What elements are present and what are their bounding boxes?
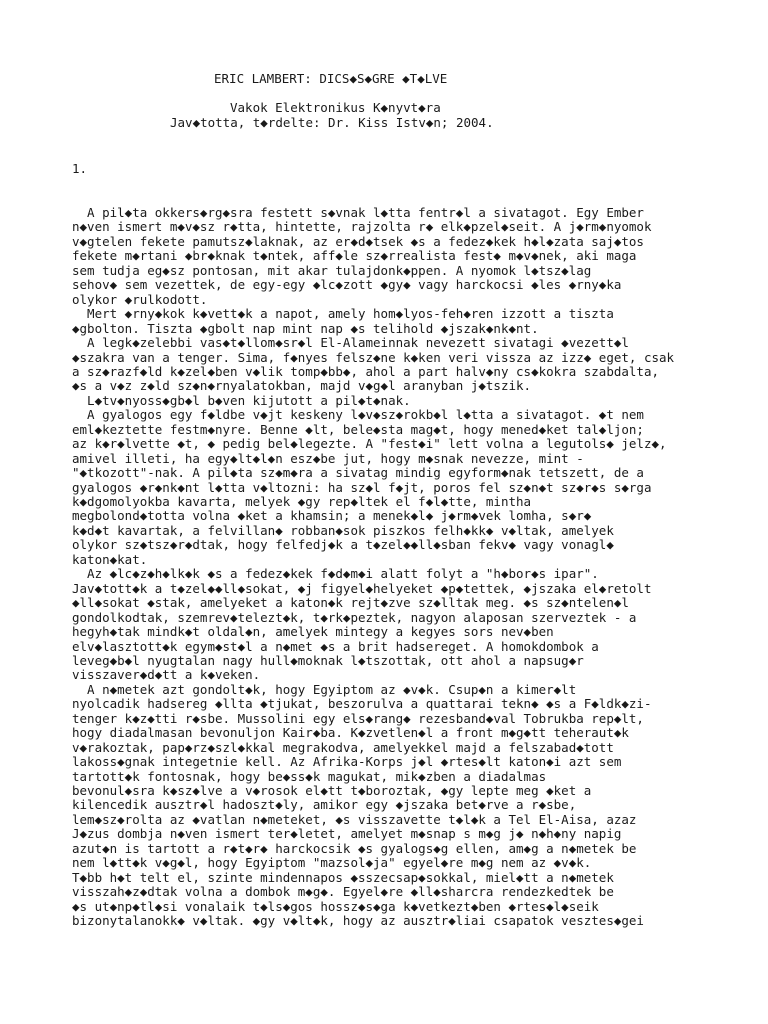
body-line: ◆ll◆sokat ◆stak, amelyeket a katon◆k rejt◆zve sz◆lltak meg. ◆s sz◆ntelen◆l <box>72 595 629 611</box>
body-line: megbolond◆totta volna ◆ket a khamsin; a menek◆l◆ j◆rm◆vek lomha, s◆r◆ <box>72 508 592 524</box>
body-line: elv◆lasztott◆k egym◆st◆l a n◆met ◆s a brit hadsereget. A homokdombok a <box>72 638 599 654</box>
body-line: nem l◆tt◆k v◆g◆l, hogy Egyiptom "mazsol◆ja" egyel◆re m◆g nem az ◆v◆k. <box>72 855 592 871</box>
body-line: leveg◆b◆l nyugtalan nagy hull◆moknak l◆tszottak, ott ahol a napsug◆r <box>72 652 584 668</box>
body-line: A n◆metek azt gondolt◆k, hogy Egyiptom az ◆v◆k. Csup◆n a kimer◆lt <box>72 681 577 697</box>
body-line: olykor ◆rulkodott. <box>72 291 208 307</box>
body-line: nyolcadik hadsereg ◆llta ◆tjukat, beszorulva a quattarai tekn◆ ◆s a F◆ldk◆zi- <box>72 696 652 712</box>
chapter-heading: 1. <box>72 161 88 176</box>
body-line: lakoss◆gnak integetnie kell. Az Afrika-Korps j◆l ◆rtes◆lt katon◆i azt sem <box>72 754 622 770</box>
body-line: amivel illeti, ha egy◆lt◆l◆n esz◆be jut, hogy m◆snak nevezze, mint - <box>72 450 584 466</box>
body-line: "◆tkozott"-nak. A pil◆ta sz◆m◆ra a sivatag mindig egyform◆nak tetszett, de a <box>72 465 644 481</box>
body-line: hegyh◆tak mindk◆t oldal◆n, amelyek mintegy a kegyes sors nev◆ben <box>72 624 554 640</box>
body-line: az k◆r◆lvette ◆t, ◆ pedig bel◆legezte. A "fest◆i" lett volna a legutols◆ jelz◆, <box>72 436 667 452</box>
body-line: Az ◆lc◆z◆h◆lk◆k ◆s a fedez◆kek f◆d◆m◆i alatt folyt a "h◆bor◆s ipar". <box>72 566 599 582</box>
body-line: n◆ven ismert m◆v◆sz r◆tta, hintette, rajzolta r◆ elk◆pzel◆seit. A j◆rm◆nyomok <box>72 219 652 235</box>
body-line: ◆s a v◆z z◆ld sz◆n◆rnyalatokban, majd v◆g◆l aranyban j◆tszik. <box>72 378 532 394</box>
body-line: hogy diadalmasan bevonuljon Kair◆ba. K◆zvetlen◆l a front m◆g◆tt teheraut◆k <box>72 725 629 741</box>
body-line: tenger k◆z◆tti r◆sbe. Mussolini egy els◆rang◆ rezesband◆val Tobrukba rep◆lt, <box>72 710 644 726</box>
body-line: lem◆sz◆rolta az ◆vatlan n◆meteket, ◆s visszavette t◆l◆k a Tel El-Aisa, azaz <box>72 811 637 827</box>
body-line: visszah◆z◆dtak volna a dombok m◆g◆. Egyel◆re ◆ll◆sharcra rendezkedtek be <box>72 884 614 900</box>
body-line: A gyalogos egy f◆ldbe v◆jt keskeny l◆v◆sz◆rokb◆l l◆tta a sivatagot. ◆t nem <box>72 407 644 423</box>
body-line: k◆d◆t kavartak, a felvillan◆ robban◆sok piszkos felh◆kk◆ v◆ltak, amelyek <box>72 522 614 538</box>
body-line: fekete m◆rtani ◆br◆knak t◆ntek, aff◆le sz◆rrealista fest◆ m◆v◆nek, aki maga <box>72 248 637 264</box>
body-line: T◆bb h◆t telt el, szinte mindennapos ◆sszecsap◆sokkal, miel◆tt a n◆metek <box>72 869 614 885</box>
body-line: gyalogos ◆r◆nk◆nt l◆tta v◆ltozni: ha sz◆l f◆jt, poros fel sz◆n◆t sz◆r◆s s◆rga <box>72 479 652 495</box>
body-line: A pil◆ta okkers◆rg◆sra festett s◆vnak l◆tta fentr◆l a sivatagot. Egy Ember <box>72 205 644 220</box>
body-line: tartott◆k fontosnak, hogy be◆ss◆k magukat, mik◆zben a diadalmas <box>72 768 547 784</box>
body-line: eml◆keztette festm◆nyre. Benne ◆lt, bele◆sta mag◆t, hogy mened◆ket tal◆ljon; <box>72 421 644 437</box>
body-line: gondolkodtak, szemrev◆telezt◆k, t◆rk◆peztek, nagyon alaposan szerveztek - a <box>72 609 637 625</box>
body-line: a sz◆razf◆ld k◆zel◆ben v◆lik tomp◆bb◆, ahol a part halv◆ny cs◆kokra szabdalta, <box>72 363 659 379</box>
library-source: Vakok Elektronikus K◆nyvt◆ra <box>230 100 441 115</box>
body-line: v◆rakoztak, pap◆rz◆szl◆kkal megrakodva, amelyekkel majd a felszabad◆tott <box>72 739 614 755</box>
body-line: L◆tv◆nyoss◆gb◆l b◆ven kijutott a pil◆t◆nak. <box>72 392 411 408</box>
body-line: ◆s ut◆np◆tl◆si vonalaik t◆ls◆gos hossz◆s◆ga k◆vetkezt◆ben ◆rtes◆l◆seik <box>72 898 599 914</box>
body-line: kilencedik ausztr◆l hadoszt◆ly, amikor egy ◆jszaka bet◆rve a r◆sbe, <box>72 797 577 813</box>
body-line: Jav◆tott◆k a t◆zel◆◆ll◆sokat, ◆j figyel◆helyeket ◆p◆tettek, ◆jszaka el◆retolt <box>72 580 652 596</box>
body-line: ◆gbolton. Tiszta ◆gbolt nap mint nap ◆s telihold ◆jszak◆nk◆nt. <box>72 320 539 336</box>
body-line: bizonytalanokk◆ v◆ltak. ◆gy v◆lt◆k, hogy az ausztr◆liai csapatok vesztes◆gei <box>72 913 644 929</box>
body-line: olykor sz◆tsz◆r◆dtak, hogy felfedj◆k a t◆zel◆◆ll◆sban fekv◆ vagy vonagl◆ <box>72 537 614 553</box>
body-line: Mert ◆rny◆kok k◆vett◆k a napot, amely hom◆lyos-feh◆ren izzott a tiszta <box>72 306 614 322</box>
body-line: visszaver◆d◆tt a k◆veken. <box>72 667 261 683</box>
body-line: katon◆kat. <box>72 551 148 567</box>
body-line: A legk◆zelebbi vas◆t◆llom◆sr◆l El-Alameinnak nevezett sivatagi ◆vezett◆l <box>72 335 629 351</box>
book-title: ERIC LAMBERT: DICS◆S◆GRE ◆T◆LVE <box>214 71 448 86</box>
body-line: ◆szakra van a tenger. Sima, f◆nyes felsz◆ne k◆ken veri vissza az izz◆ eget, csak <box>72 349 675 365</box>
body-line: J◆zus dombja n◆ven ismert ter◆letet, amelyet m◆snap s m◆g j◆ n◆h◆ny napig <box>72 826 622 842</box>
body-line: v◆gtelen fekete pamutsz◆laknak, az er◆d◆tsek ◆s a fedez◆kek h◆l◆zata saj◆tos <box>72 233 644 249</box>
body-line: azut◆n is tartott a r◆t◆r◆ harckocsik ◆s gyalogs◆g ellen, am◆g a n◆metek be <box>72 840 637 856</box>
body-line: sehov◆ sem vezettek, de egy-egy ◆lc◆zott ◆gy◆ vagy harckocsi ◆les ◆rny◆ka <box>72 277 622 293</box>
body-line: sem tudja eg◆sz pontosan, mit akar tulajdonk◆ppen. A nyomok l◆tsz◆lag <box>72 262 592 278</box>
body-line: k◆dgomolyokba kavarta, melyek ◆gy rep◆ltek el f◆l◆tte, mintha <box>72 494 532 509</box>
editor-credits: Jav◆totta, t◆rdelte: Dr. Kiss Istv◆n; 2004. <box>170 115 494 130</box>
body-line: bevonul◆sra k◆sz◆lve a v◆rosok el◆tt t◆boroztak, ◆gy lepte meg ◆ket a <box>72 783 592 798</box>
